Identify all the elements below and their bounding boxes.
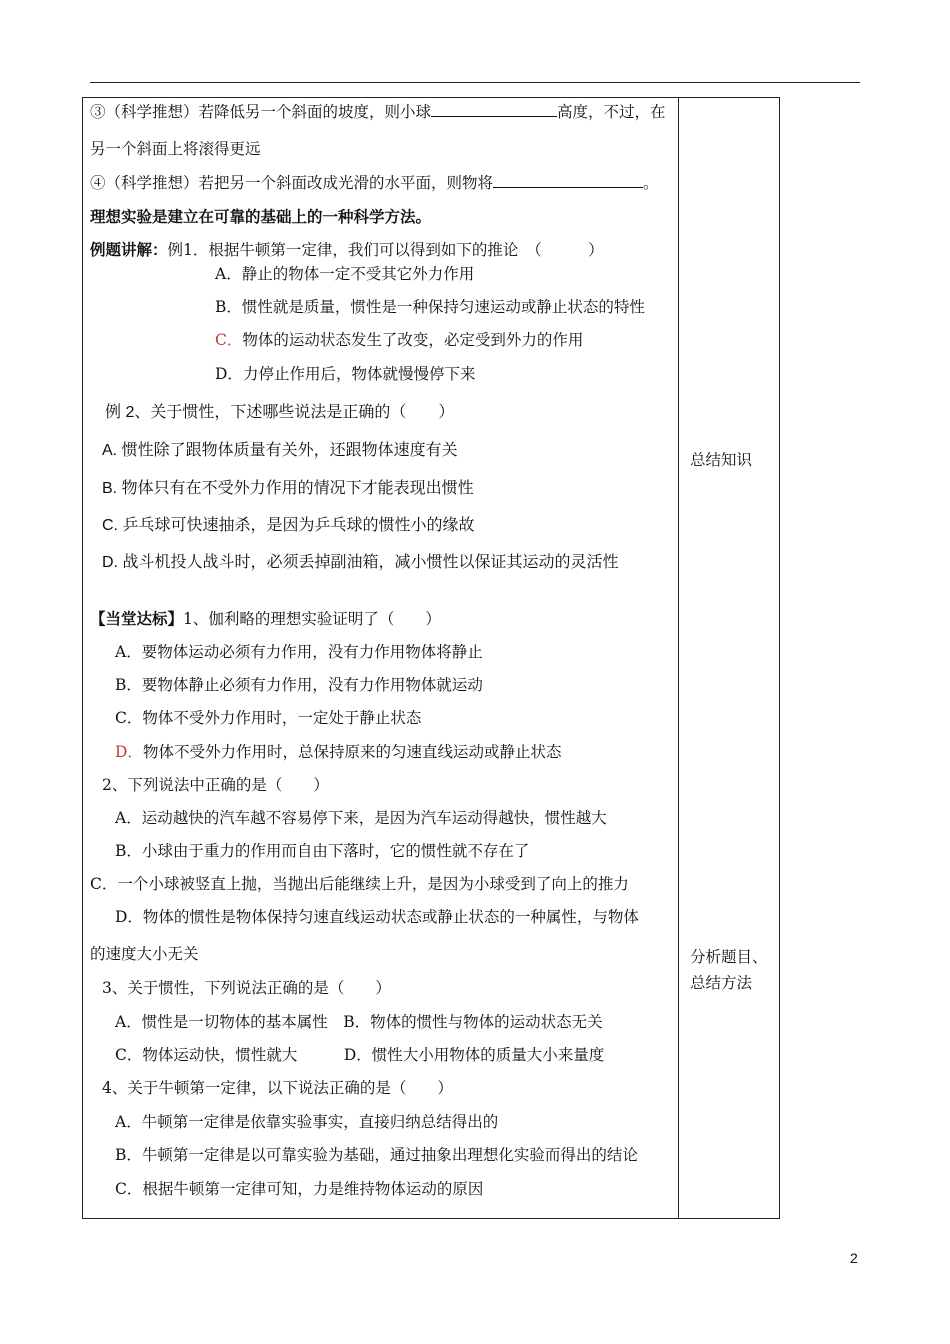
table-column-divider: [678, 97, 679, 1219]
example-2-option-d: D. 战斗机投人战斗时，必须丢掉副油箱，减小惯性以保证其运动的灵活性: [102, 554, 619, 571]
practice-2-option-a: A．运动越快的汽车越不容易停下来，是因为汽车运动得越快，惯性越大: [115, 809, 607, 827]
practice-1-option-a: [115, 642, 483, 662]
example-2-option-b: B. 物体只有在不受外力作用的情况下才能表现出惯性: [102, 480, 474, 497]
option-text: 物体不受外力作用时，一定处于静止状态: [142, 709, 422, 727]
practice-3-stem: 3、关于惯性，下列说法正确的是（ ）: [102, 979, 391, 997]
example-1-option-c: [215, 330, 583, 350]
practice-4-option-a: A．牛顿第一定律是依靠实验事实，直接归纳总结得出的: [115, 1113, 499, 1131]
practice-3-options-row-2: C．物体运动快，惯性就大 D．惯性大小用物体的质量大小来量度: [115, 1046, 605, 1064]
question-4-suffix: 。: [643, 174, 659, 192]
practice-3-options-row-1: A．惯性是一切物体的基本属性 B．物体的惯性与物体的运动状态无关: [115, 1013, 603, 1031]
option-letter: D．: [215, 365, 243, 383]
side-note-method: 总结方法: [690, 974, 753, 992]
question-3-prefix: ③（科学推想）若降低另一个斜面的坡度，则小球: [90, 103, 432, 121]
practice-4-option-b: B．牛顿第一定律是以可靠实验为基础，通过抽象出理想化实验而得出的结论: [115, 1146, 638, 1164]
page-number: 2: [850, 1250, 858, 1266]
practice-1-option-b: [115, 675, 483, 695]
option-text: 要物体静止必须有力作用，没有力作用物体就运动: [141, 676, 483, 694]
example-1-text: 例1．根据牛顿第一定律，我们可以得到如下的推论 （ ）: [167, 241, 604, 259]
question-3: [90, 102, 666, 122]
option-letter: A．: [215, 265, 242, 283]
practice-2-option-c: C．一个小球被竖直上抛，当抛出后能继续上升，是因为小球受到了向上的推力: [90, 875, 629, 893]
question-3-suffix: 高度，不过，在: [557, 103, 666, 121]
option-text: 力停止作用后，物体就慢慢停下来: [242, 365, 476, 383]
practice-4-option-c: C．根据牛顿第一定律可知，力是维持物体运动的原因: [115, 1180, 484, 1198]
answer-blank: [493, 173, 643, 188]
option-text: 惯性就是质量，惯性是一种保持匀速运动或静止状态的特性: [241, 298, 645, 316]
question-4: [90, 173, 659, 193]
example-heading: 例题讲解：: [90, 241, 168, 259]
option-letter: B．: [115, 676, 142, 694]
practice-4-stem: 4、关于牛顿第一定律，以下说法正确的是（ ）: [102, 1079, 453, 1097]
option-text: 物体的运动状态发生了改变，必定受到外力的作用: [242, 331, 584, 349]
practice-heading: 【当堂达标】: [90, 610, 184, 628]
option-letter: B．: [215, 298, 242, 316]
example-2-option-c: C. 乒乓球可快速抽杀，是因为乒乓球的惯性小的缘故: [102, 517, 475, 534]
answer-blank: [431, 102, 557, 117]
side-note-summary: 总结知识: [690, 451, 753, 469]
example-1-option-b: [215, 297, 645, 317]
practice-2-option-d-continued: 的速度大小无关: [90, 945, 199, 963]
practice-1-stem: [90, 609, 441, 629]
practice-1-option-c: [115, 708, 421, 728]
practice-1-text: 1、伽利略的理想实验证明了（ ）: [183, 610, 441, 628]
option-text: 静止的物体一定不受其它外力作用: [241, 265, 475, 283]
option-text: 要物体运动必须有力作用，没有力作用物体将静止: [141, 643, 483, 661]
question-4-prefix: ④（科学推想）若把另一个斜面改成光滑的水平面，则物将: [90, 174, 494, 192]
side-note-analysis: 分析题目、: [690, 948, 768, 966]
option-letter: D．: [115, 743, 143, 761]
header-rule: [90, 82, 860, 83]
ideal-experiment-statement: 理想实验是建立在可靠的基础上的一种科学方法。: [90, 208, 432, 226]
practice-2-stem: 2、下列说法中正确的是（ ）: [102, 776, 329, 794]
example-1-option-d: [215, 364, 475, 384]
practice-1-option-d: [115, 742, 561, 762]
option-letter: C．: [215, 331, 243, 349]
practice-2-option-b: B．小球由于重力的作用而自由下落时，它的惯性就不存在了: [115, 842, 530, 860]
option-letter: C．: [115, 709, 143, 727]
option-letter: A．: [115, 643, 142, 661]
question-3-continued: 另一个斜面上将滚得更远: [90, 140, 261, 158]
option-text: 物体不受外力作用时，总保持原来的匀速直线运动或静止状态: [142, 743, 562, 761]
example-2-option-a: A. 惯性除了跟物体质量有关外，还跟物体速度有关: [102, 442, 458, 459]
practice-2-option-d: D．物体的惯性是物体保持匀速直线运动状态或静止状态的一种属性，与物体: [115, 908, 639, 926]
example-1-stem: [90, 240, 604, 260]
example-1-option-a: [215, 264, 474, 284]
example-2-stem: 例 2、关于惯性，下述哪些说法是正确的（ ）: [105, 404, 455, 421]
